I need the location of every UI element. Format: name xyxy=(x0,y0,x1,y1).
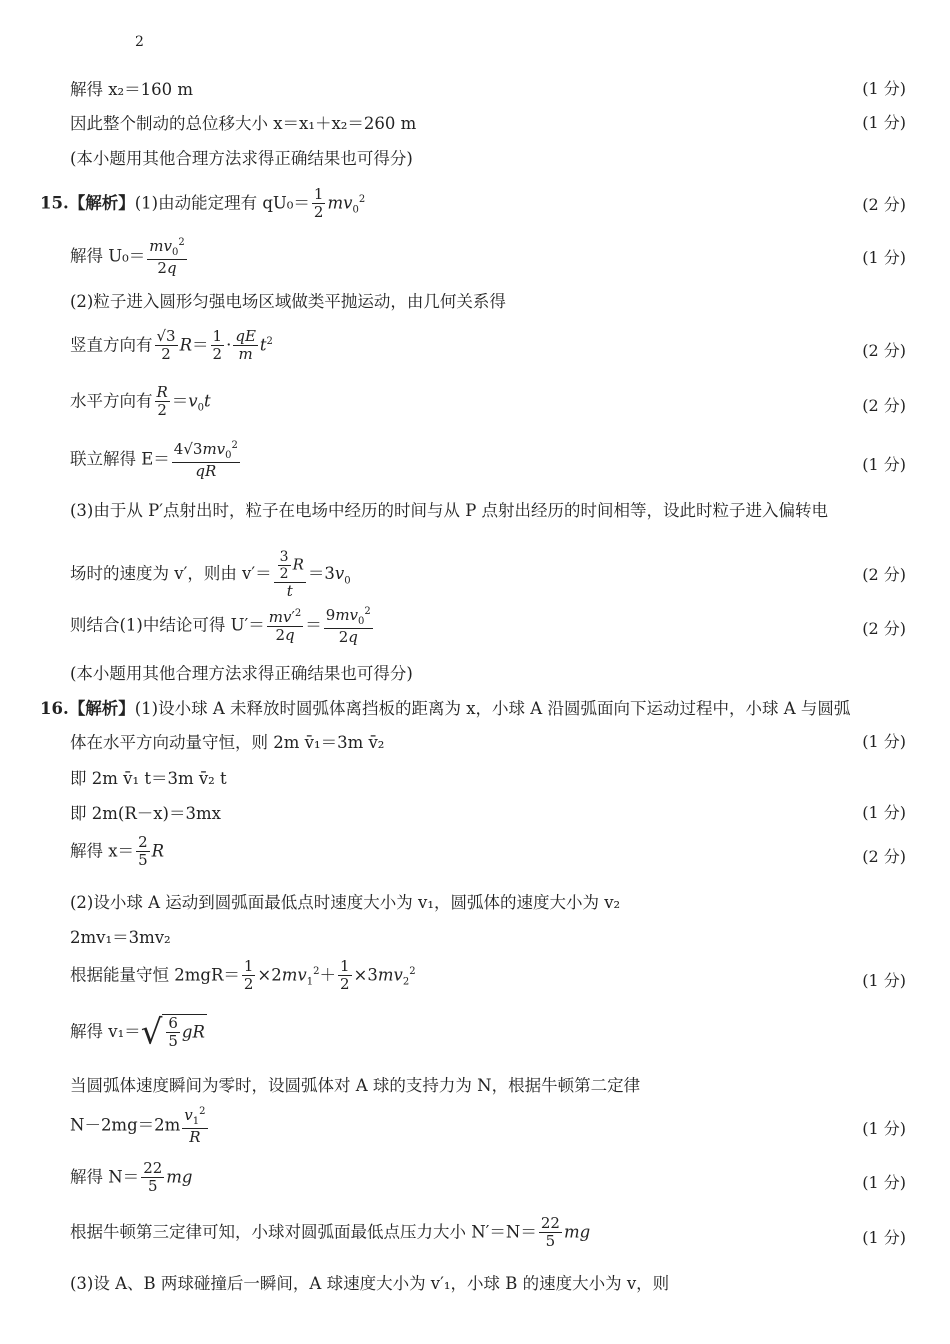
line-text: 16.【解析】(1)设小球 A 未释放时圆弧体离挡板的距离为 x，小球 A 沿圆弧面向下运动过程中，小球 A 与圆弧 xyxy=(40,699,851,718)
line-text: (2)设小球 A 运动到圆弧面最低点时速度大小为 v₁，圆弧体的速度大小为 v₂ xyxy=(70,893,621,912)
line-text: 15.【解析】(1)由动能定理有 qU₀＝ $\frac{1}{2}$ $mv_0^2$ xyxy=(40,185,366,222)
line-text: 解得 x＝ $\frac{2}{5}$ R xyxy=(70,833,165,870)
score: (2 分) xyxy=(862,847,906,866)
line-text: 即 2m(R－x)＝3mx xyxy=(70,804,221,823)
line-text: 水平方向有 $\frac{R}{2}$ $=v_0t$ xyxy=(70,383,211,420)
score: (1 分) xyxy=(862,1228,906,1247)
line-text: 场时的速度为 v′，则由 v′＝ $\frac{3}{2}$ R t $=3v_0$ xyxy=(70,549,351,601)
line-text: 当圆弧体速度瞬间为零时，设圆弧体对 A 球的支持力为 N，根据牛顿第二定律 xyxy=(70,1076,641,1095)
score: (1 分) xyxy=(862,113,906,132)
line-text: (2)粒子进入圆形匀强电场区域做类平抛运动，由几何关系得 xyxy=(70,292,506,311)
line-text: 则结合(1)中结论可得 U′＝ $\frac{mv'^2}{2q}$ ＝ $\frac{9mv_0^2}{2q}$ xyxy=(70,606,371,646)
score: (1 分) xyxy=(862,803,906,822)
score: (1 分) xyxy=(862,79,906,98)
line-text: 解得 v₁＝√ $\frac{6}{5}$ gR xyxy=(70,1012,205,1053)
line-text: 联立解得 E＝ $\frac{4√3mv_0^2}{qR}$ xyxy=(70,440,238,480)
line-text: (本小题用其他合理方法求得正确结果也可得分) xyxy=(70,664,413,683)
line-text: (3)设 A、B 两球碰撞后一瞬间，A 球速度大小为 v′₁，小球 B 的速度大小为 v，则 xyxy=(70,1274,670,1293)
line-text: (本小题用其他合理方法求得正确结果也可得分) xyxy=(70,149,413,168)
line-text: 体在水平方向动量守恒，则 2m v̄₁＝3m v̄₂ xyxy=(70,733,385,752)
score: (1 分) xyxy=(862,248,906,267)
line-text: (3)由于从 P′点射出时，粒子在电场中经历的时间与从 P 点射出经历的时间相等，设此时粒子进入偏转电 xyxy=(70,501,829,520)
line-text: 解得 x₂＝160 m xyxy=(70,80,194,99)
line-text: 根据能量守恒 2mgR＝ $\frac{1}{2}$ $\times 2mv_1^2+$ $\frac{1}{2}$ $\times 3mv_2^2$ xyxy=(70,957,416,994)
line-text: 因此整个制动的总位移大小 x＝x₁＋x₂＝260 m xyxy=(70,114,417,133)
line-text: 解得 U₀＝ $\frac{mv_0^2}{2q}$ xyxy=(70,237,185,277)
line-text: 根据牛顿第三定律可知，小球对圆弧面最低点压力大小 N′＝N＝ $\frac{22}{5}$ mg xyxy=(70,1214,591,1251)
score: (2 分) xyxy=(862,565,906,584)
line-text: N－2mg＝2m $\frac{v_1^2}{R}$ xyxy=(70,1106,206,1146)
line-text: 解得 N＝ $\frac{22}{5}$ mg xyxy=(70,1159,193,1196)
line-text: 即 2m v̄₁ t＝3m v̄₂ t xyxy=(70,769,227,788)
score: (1 分) xyxy=(862,455,906,474)
score: (1 分) xyxy=(862,1119,906,1138)
score: (1 分) xyxy=(862,1173,906,1192)
score: (1 分) xyxy=(862,971,906,990)
line-text: 竖直方向有 $\frac{√3}{2}$ R＝ $\frac{1}{2}$ · $\frac{qE}{m}$ $t^2$ xyxy=(70,327,273,364)
score: (2 分) xyxy=(862,341,906,360)
score: (1 分) xyxy=(862,732,906,751)
score: (2 分) xyxy=(862,195,906,214)
score: (2 分) xyxy=(862,396,906,415)
score: (2 分) xyxy=(862,619,906,638)
line-text: 2mv₁＝3mv₂ xyxy=(70,928,171,947)
